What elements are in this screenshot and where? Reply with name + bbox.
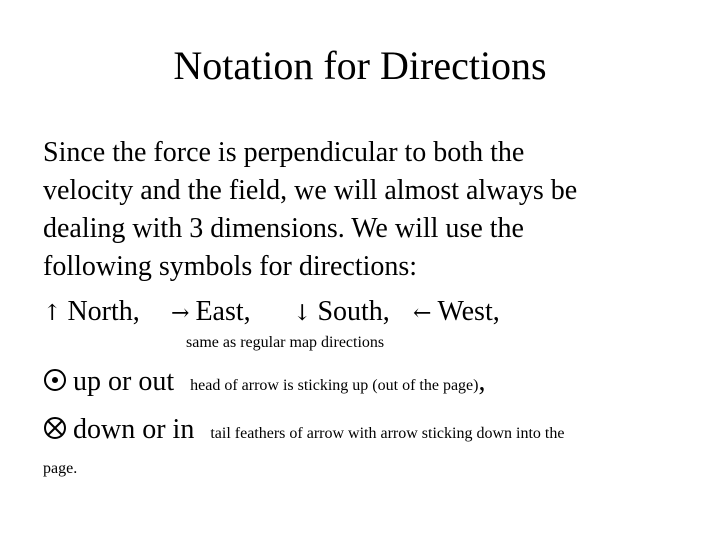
intro-line: dealing with 3 dimensions. We will use the [43, 213, 524, 244]
down-in-description: tail feathers of arrow with arrow sticking down into the [210, 425, 565, 442]
down-in-label: down or in [73, 414, 195, 445]
intro-line: following symbols for directions: [43, 251, 418, 282]
intro-paragraph [43, 134, 703, 286]
direction-label: East, [195, 296, 251, 327]
intro-line: velocity and the field, we will almost always be [43, 175, 578, 206]
intro-line: Since the force is perpendicular to both the [43, 137, 525, 168]
direction-label: South, [317, 296, 390, 327]
arrow-right-icon: → [171, 301, 190, 326]
circle-cross-icon [43, 412, 67, 452]
arrow-up-icon: ↑ [43, 301, 62, 326]
up-out-row [43, 362, 485, 406]
circle-dot-icon [43, 364, 67, 404]
direction-east [171, 292, 293, 334]
direction-south [293, 292, 413, 334]
down-in-row [43, 410, 564, 454]
up-out-description: head of arrow is sticking up (out of the page) [190, 377, 479, 394]
direction-north [43, 292, 171, 334]
slide-title: Notation for Directions [173, 43, 547, 88]
arrow-left-icon: ← [413, 301, 432, 326]
direction-label: West, [437, 296, 500, 327]
direction-symbols-row [43, 292, 500, 334]
up-out-trailing: , [478, 366, 486, 397]
arrow-down-icon: ↓ [293, 301, 312, 326]
up-out-label: up or out [73, 366, 175, 397]
direction-label: North, [67, 296, 140, 327]
down-in-continuation: page. [43, 460, 78, 477]
map-note: same as regular map directions [186, 334, 385, 351]
direction-west [413, 292, 500, 334]
